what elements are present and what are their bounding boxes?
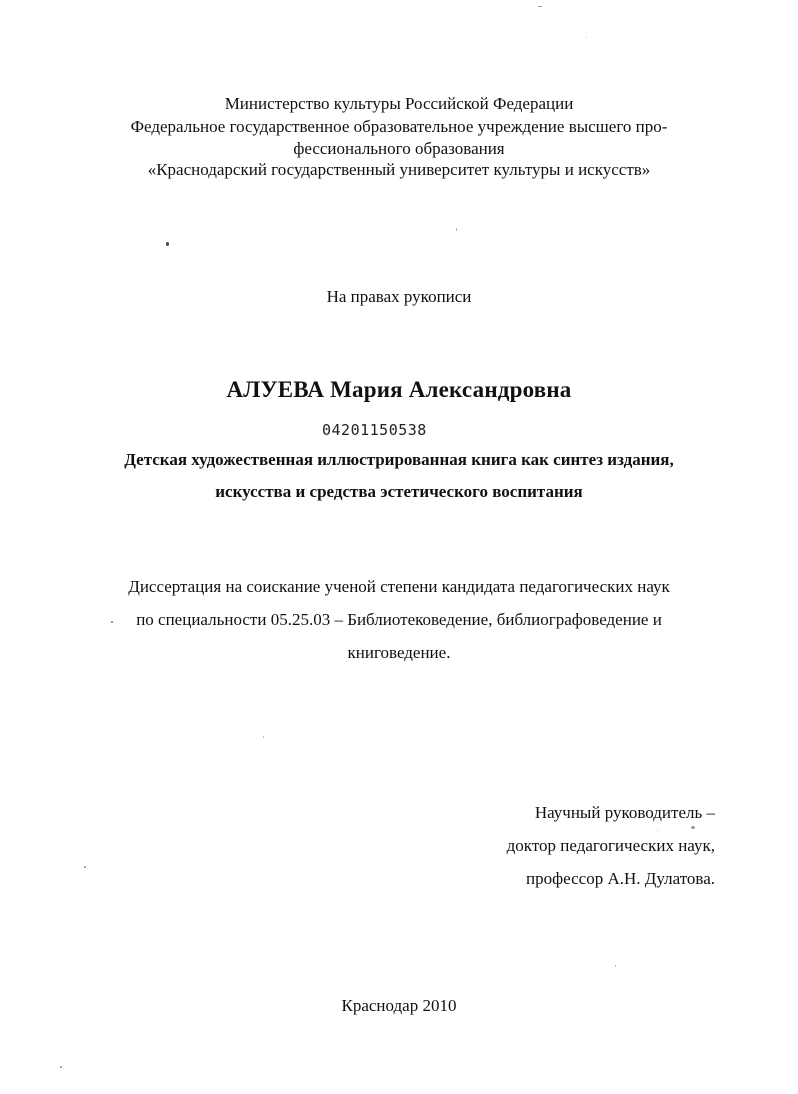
supervisor-label: Научный руководитель – — [534, 803, 715, 822]
scan-speck — [263, 736, 264, 738]
scan-speck — [586, 37, 587, 38]
dissertation-degree-line-1: Диссертация на соискание ученой степени кандидата педагогических наук — [128, 577, 670, 596]
author-name: АЛУЕВА Мария Александровна — [226, 377, 572, 402]
dissertation-degree-line-3: книговедение. — [347, 643, 451, 662]
scan-speck — [691, 826, 695, 829]
scan-speck — [657, 830, 658, 831]
scan-speck — [166, 242, 169, 246]
ministry-line: Министерство культуры Российской Федерации — [224, 94, 574, 113]
institution-line-2: фессионального образования — [293, 139, 505, 158]
scan-speck — [456, 228, 457, 231]
dissertation-degree-line-2: по специальности 05.25.03 – Библиотековедение, библиографоведение и — [136, 610, 662, 629]
city-year: Краснодар 2010 — [341, 996, 457, 1015]
manuscript-rights-note: На правах рукописи — [326, 287, 472, 306]
scan-speck — [615, 965, 616, 967]
registration-code: 04201150538 — [322, 421, 427, 439]
scan-speck — [538, 6, 542, 7]
supervisor-name: профессор А.Н. Дулатова. — [526, 869, 715, 888]
scan-speck — [111, 621, 113, 623]
dissertation-title-line-2: искусства и средства эстетического воспитания — [215, 482, 583, 501]
university-name: «Краснодарский государственный университет культуры и искусств» — [147, 160, 651, 179]
scan-speck — [84, 866, 86, 868]
scan-speck — [60, 1066, 62, 1068]
institution-line-1: Федеральное государственное образовательное учреждение высшего про- — [130, 117, 668, 136]
dissertation-title-line-1: Детская художественная иллюстрированная книга как синтез издания, — [124, 450, 674, 469]
supervisor-degree: доктор педагогических наук, — [506, 836, 715, 855]
